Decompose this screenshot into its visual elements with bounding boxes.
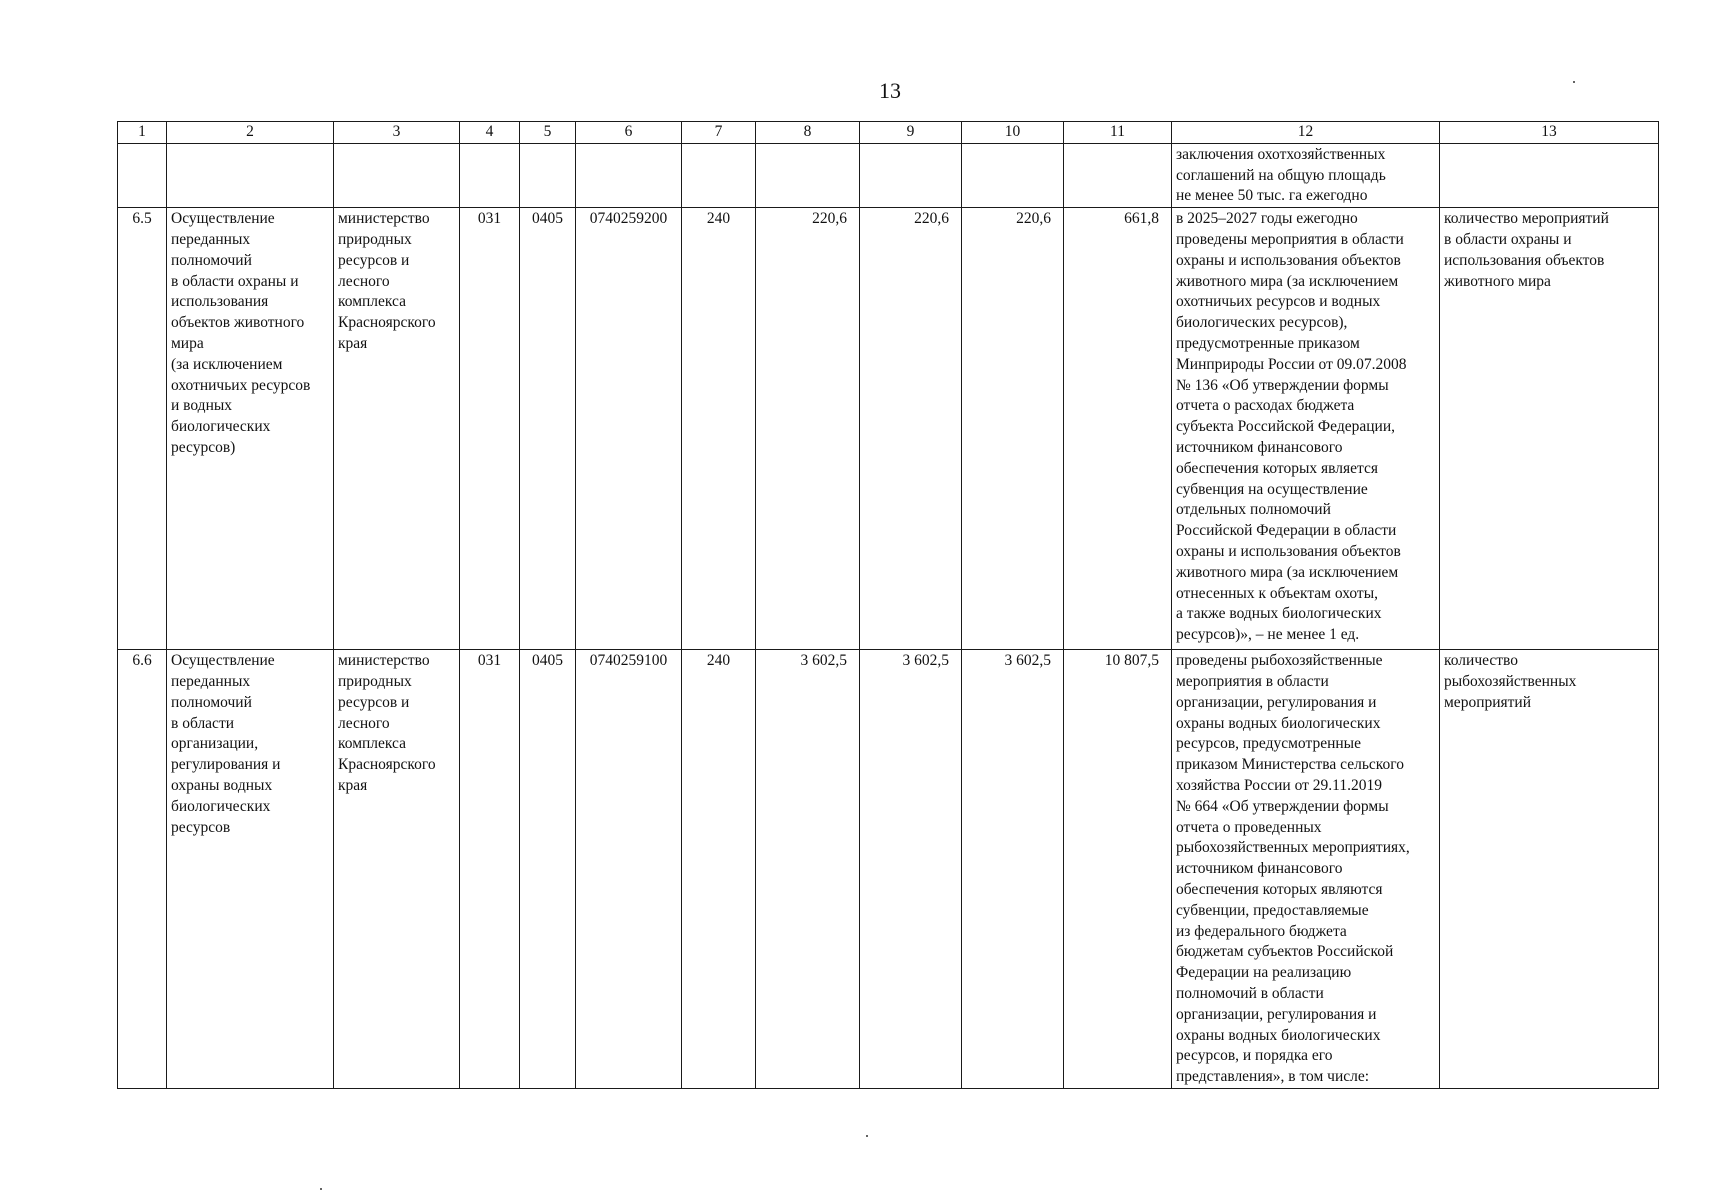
column-header: 13 — [1440, 122, 1659, 144]
scan-speck — [1573, 81, 1575, 83]
code-cell: 240 — [682, 208, 756, 650]
table-cell — [167, 143, 334, 207]
amount-cell: 220,6 — [860, 208, 962, 650]
code-cell: 0405 — [520, 650, 576, 1089]
row-number-cell: 6.5 — [118, 208, 167, 650]
column-header: 7 — [682, 122, 756, 144]
column-header: 8 — [756, 122, 860, 144]
total-amount-cell: 661,8 — [1064, 208, 1172, 650]
amount-cell: 3 602,5 — [756, 650, 860, 1089]
data-table — [117, 121, 1659, 1089]
table-cell — [1064, 143, 1172, 207]
result-cell: заключения охотхозяйственных соглашений на общую площадь не менее 50 тыс. га ежегодно — [1172, 143, 1440, 207]
code-cell: 031 — [460, 208, 520, 650]
amount-cell: 3 602,5 — [962, 650, 1064, 1089]
table-cell — [576, 143, 682, 207]
table-row-continuation — [118, 143, 1659, 207]
amount-cell: 220,6 — [756, 208, 860, 650]
result-cell: в 2025–2027 годы ежегодно проведены мероприятия в области охраны и использования объектов животного мира (за исключением охотничьих ресурсов и водных биологических ресурсов), предусмотренные приказом Минприроды России от 09.07.2008 № 136 «Об утверждении формы отчета о расходах бюджета субъекта Российской Федерации, источником финансового обеспечения которых является субвенция на осуществление отдельных полномочий Российской Федерации в области охраны и использования объектов животного мира (за исключением отнесенных к объектам охоты, а также водных биологических ресурсов)», – не менее 1 ед. — [1172, 208, 1440, 650]
column-header: 11 — [1064, 122, 1172, 144]
code-cell: 0740259200 — [576, 208, 682, 650]
total-amount-cell: 10 807,5 — [1064, 650, 1172, 1089]
code-cell: 0740259100 — [576, 650, 682, 1089]
code-cell: 0405 — [520, 208, 576, 650]
column-header: 9 — [860, 122, 962, 144]
column-header: 5 — [520, 122, 576, 144]
column-header: 12 — [1172, 122, 1440, 144]
column-header: 1 — [118, 122, 167, 144]
amount-cell: 3 602,5 — [860, 650, 962, 1089]
activity-name-cell: Осуществление переданных полномочий в области охраны и использования объектов животного мира (за исключением охотничьих ресурсов и водных биологических ресурсов) — [167, 208, 334, 650]
row-number-cell: 6.6 — [118, 650, 167, 1089]
code-cell: 240 — [682, 650, 756, 1089]
table-cell — [682, 143, 756, 207]
column-header: 10 — [962, 122, 1064, 144]
executor-cell: министерство природных ресурсов и лесного комплекса Красноярского края — [334, 650, 460, 1089]
table-row — [118, 650, 1659, 1089]
table-header-row — [118, 122, 1659, 144]
indicator-cell: количество рыбохозяйственных мероприятий — [1440, 650, 1659, 1089]
result-cell: проведены рыбохозяйственные мероприятия в области организации, регулирования и охраны водных биологических ресурсов, предусмотренные приказом Министерства сельского хозяйства России от 29.11.2019 № 664 «Об утверждении формы отчета о проведенных рыбохозяйственных мероприятиях, источником финансового обеспечения которых являются субвенции, предоставляемые из федерального бюджета бюджетам субъектов Российской Федерации на реализацию полномочий в области организации, регулирования и охраны водных биологических ресурсов, и порядка его представления», в том числе: — [1172, 650, 1440, 1089]
table-row — [118, 208, 1659, 650]
column-header: 4 — [460, 122, 520, 144]
table-cell — [756, 143, 860, 207]
page-number: 13 — [879, 78, 901, 103]
table-cell — [460, 143, 520, 207]
activity-name-cell: Осуществление переданных полномочий в области организации, регулирования и охраны водных биологических ресурсов — [167, 650, 334, 1089]
column-header: 3 — [334, 122, 460, 144]
executor-cell: министерство природных ресурсов и лесного комплекса Красноярского края — [334, 208, 460, 650]
table-cell — [520, 143, 576, 207]
scan-speck — [320, 1188, 322, 1190]
scan-speck — [866, 1135, 868, 1137]
indicator-cell: количество мероприятий в области охраны и использования объектов животного мира — [1440, 208, 1659, 650]
amount-cell: 220,6 — [962, 208, 1064, 650]
table-cell — [118, 143, 167, 207]
column-header: 2 — [167, 122, 334, 144]
column-header: 6 — [576, 122, 682, 144]
table-cell — [860, 143, 962, 207]
table-cell — [962, 143, 1064, 207]
table-cell — [1440, 143, 1659, 207]
table-cell — [334, 143, 460, 207]
code-cell: 031 — [460, 650, 520, 1089]
